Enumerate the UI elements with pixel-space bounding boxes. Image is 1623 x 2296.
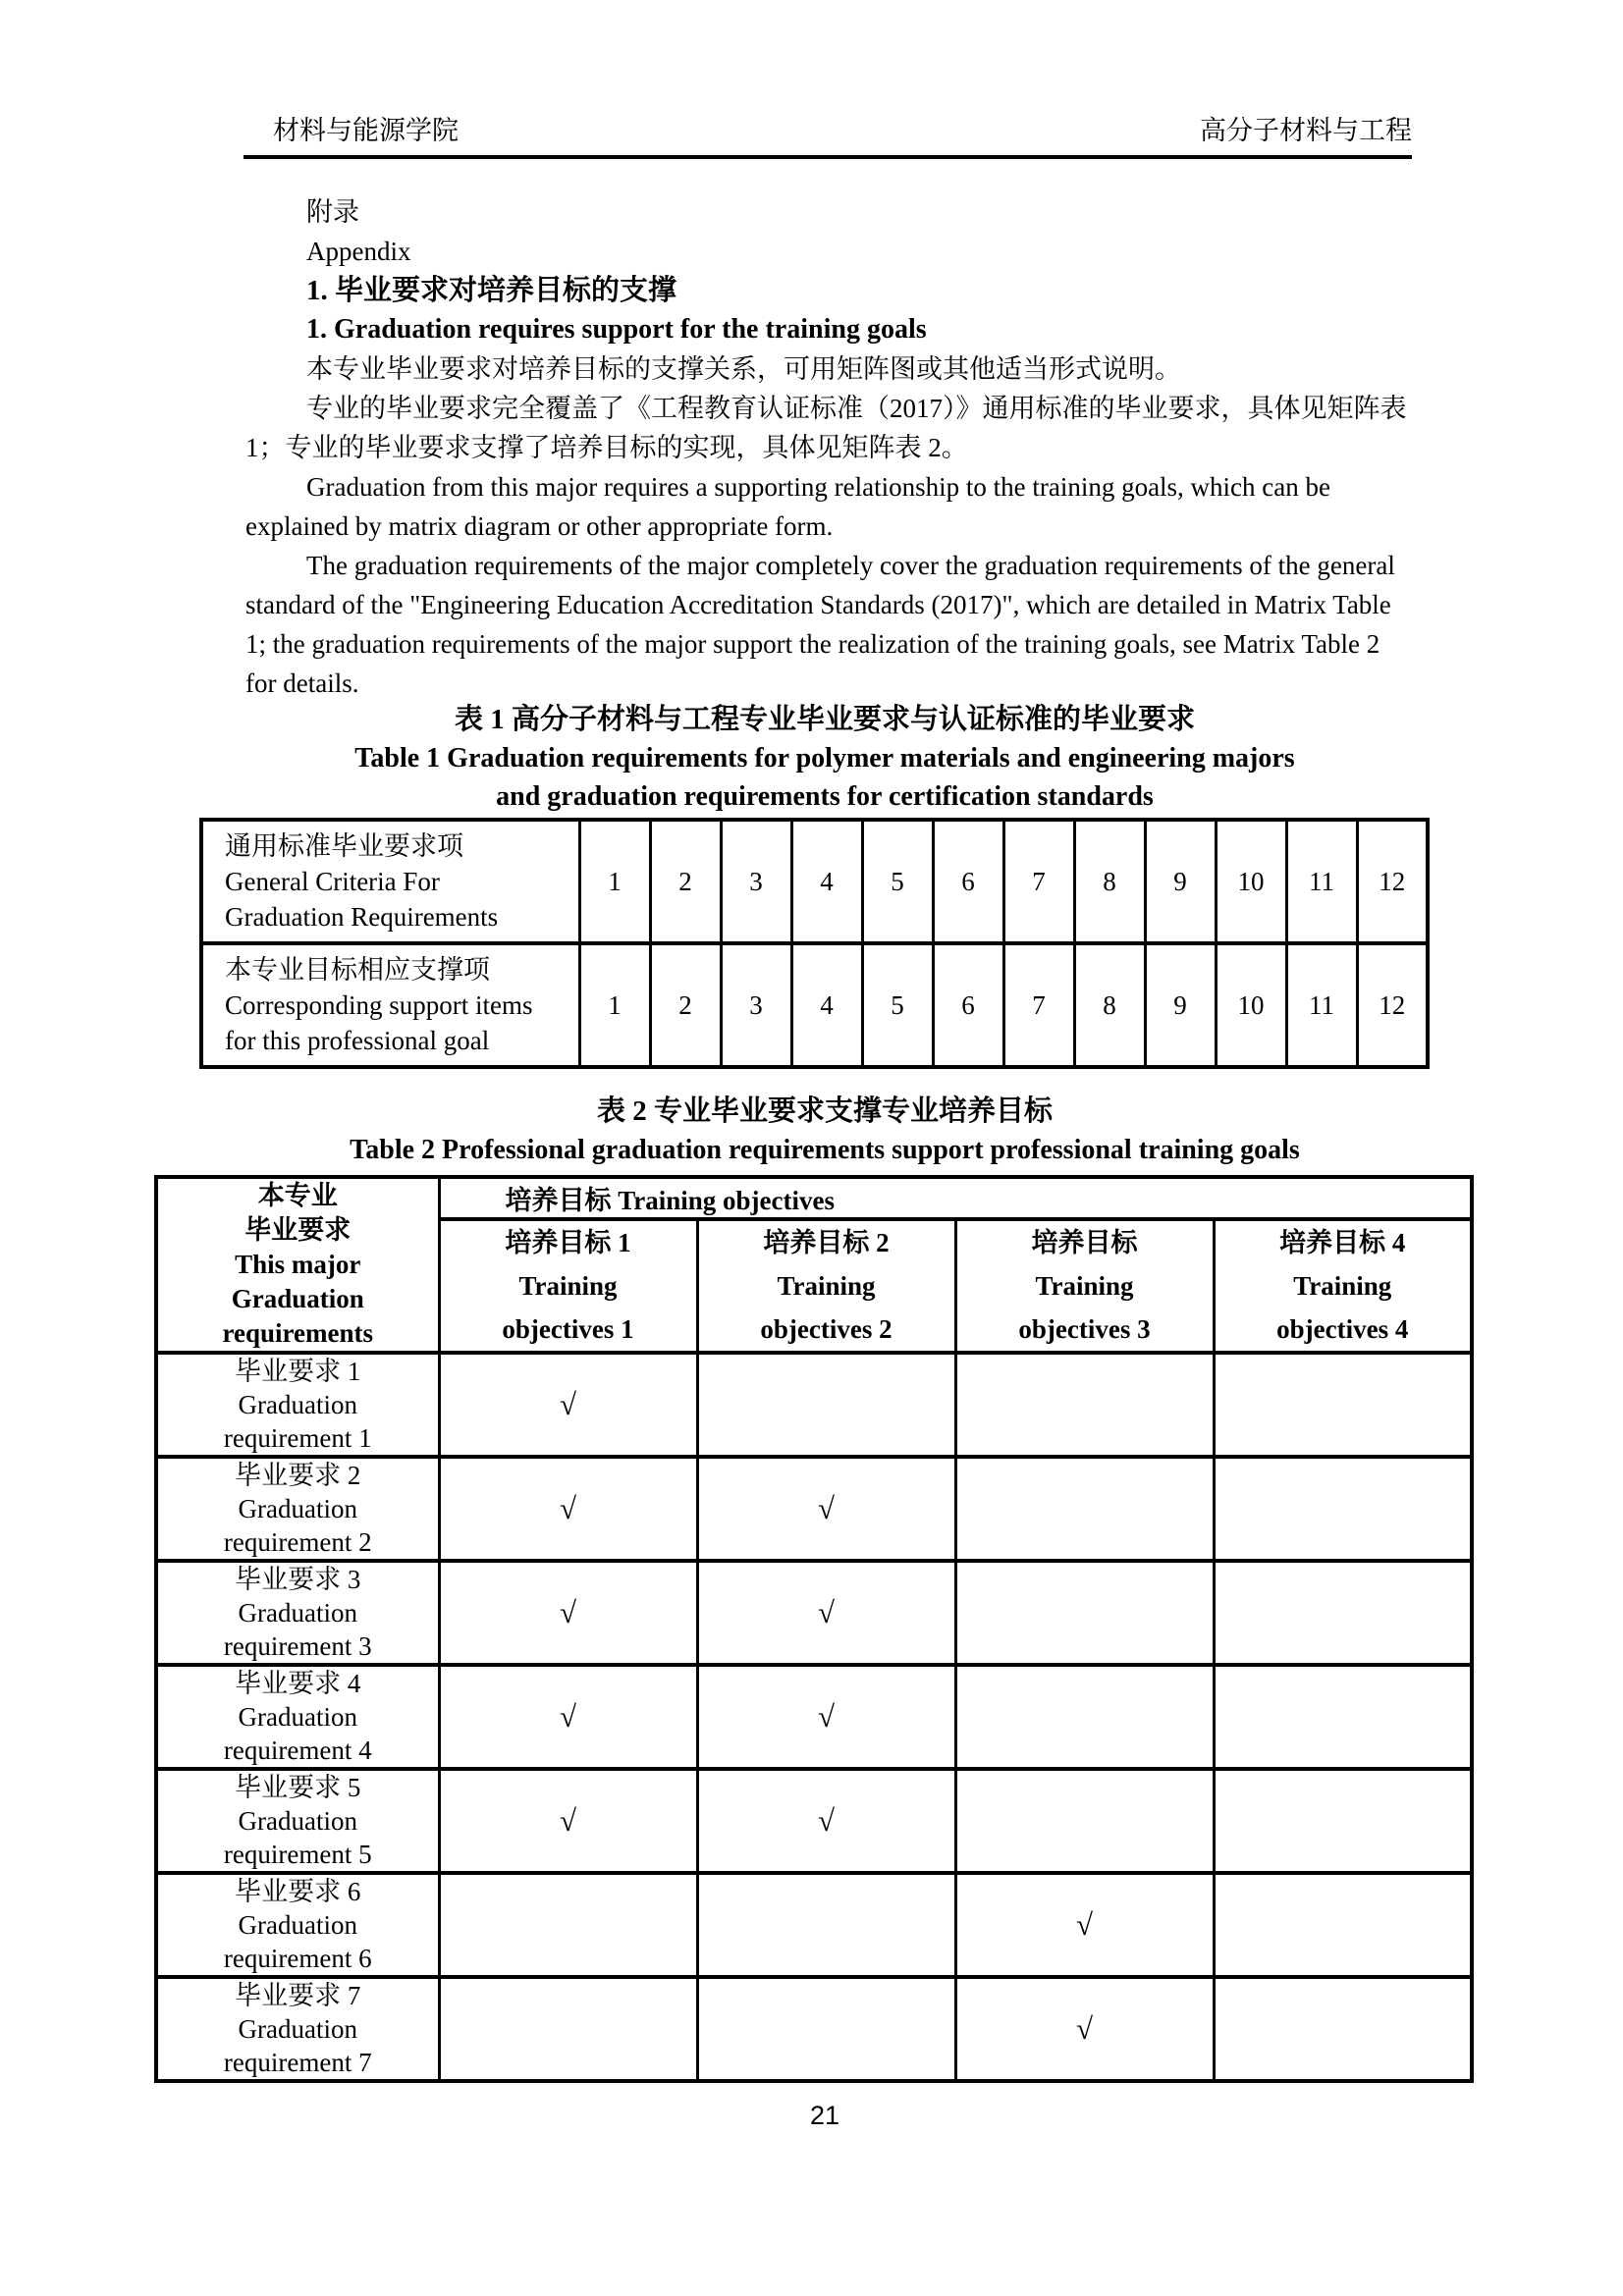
- objective-2-cn: 培养目标 2: [763, 1228, 890, 1257]
- table1-number-cell: 2: [650, 820, 721, 943]
- objective-1-en1: Training: [518, 1271, 618, 1301]
- table2-header-row-1: [156, 1177, 1472, 1219]
- row-6-en2: requirement 6: [223, 1944, 372, 1973]
- check-cell: [955, 1457, 1214, 1561]
- corner-en-line3: requirements: [222, 1318, 373, 1348]
- check-cell: [1214, 1561, 1472, 1665]
- table1-row2-label: [201, 943, 579, 1067]
- section-heading-cn: 1. 毕业要求对培养目标的支撑: [306, 275, 677, 306]
- table1-row-support-items: [201, 943, 1428, 1067]
- table1-number-cell: 5: [862, 820, 933, 943]
- table1-row2-label-en1: Corresponding support items: [225, 990, 533, 1020]
- table1-row2-label-cn: 本专业目标相应支撑项: [225, 955, 490, 985]
- row-3-cn: 毕业要求 3: [235, 1565, 361, 1594]
- table1-number-cell: 10: [1216, 943, 1286, 1067]
- table1-number-cell: 12: [1357, 943, 1428, 1067]
- row-2-en2: requirement 2: [223, 1527, 372, 1557]
- check-cell: √: [439, 1769, 697, 1873]
- objective-3-en1: Training: [1035, 1271, 1134, 1301]
- table1-caption: [245, 701, 1404, 816]
- table1-number-cell: 2: [650, 943, 721, 1067]
- header-left-text: 材料与能源学院: [273, 116, 459, 145]
- table1-caption-en-line1: Table 1 Graduation requirements for polymer materials and engineering majors: [354, 743, 1295, 774]
- objective-2-en2: objectives 2: [760, 1314, 893, 1344]
- training-objectives-group-header: 培养目标 Training objectives: [439, 1177, 1472, 1219]
- graduation-standards-table: [199, 818, 1430, 1069]
- row-1-en2: requirement 1: [223, 1423, 372, 1453]
- objective-4-en2: objectives 4: [1276, 1314, 1409, 1344]
- check-cell: √: [439, 1353, 697, 1457]
- check-cell: [1214, 1977, 1472, 2081]
- check-cell: √: [955, 1977, 1214, 2081]
- paragraph-cn-2: 专业的毕业要求完全覆盖了《工程教育认证标准（2017）》通用标准的毕业要求，具体见矩阵表 1；专业的毕业要求支撑了培养目标的实现，具体见矩阵表 2。: [245, 394, 1407, 462]
- row-7-en1: Graduation: [238, 2014, 357, 2044]
- check-cell: √: [439, 1457, 697, 1561]
- table1-number-cell: 11: [1286, 820, 1357, 943]
- objective-header-2: [697, 1219, 955, 1353]
- table1-number-cell: 3: [721, 943, 791, 1067]
- table1-number-cell: 11: [1286, 943, 1357, 1067]
- table1-number-cell: 9: [1145, 943, 1216, 1067]
- section-heading-en: 1. Graduation requires support for the training goals: [306, 314, 927, 345]
- corner-cn-line2: 毕业要求: [244, 1215, 352, 1245]
- table2-row-1: [156, 1353, 1472, 1457]
- row-4-cn: 毕业要求 4: [235, 1669, 361, 1698]
- objective-header-3: [955, 1219, 1214, 1353]
- check-cell: [955, 1561, 1214, 1665]
- row-label-7: [156, 1977, 439, 2081]
- check-cell: [955, 1769, 1214, 1873]
- table1-number-cell: 10: [1216, 820, 1286, 943]
- objective-header-4: [1214, 1219, 1472, 1353]
- corner-en-line2: Graduation: [231, 1284, 364, 1313]
- row-7-cn: 毕业要求 7: [235, 1981, 361, 2010]
- table1-caption-cn: 表 1 高分子材料与工程专业毕业要求与认证标准的毕业要求: [454, 704, 1195, 735]
- check-cell: [955, 1665, 1214, 1769]
- table1-number-cell: 12: [1357, 820, 1428, 943]
- table2-row-2: [156, 1457, 1472, 1561]
- table1-caption-en-line2: and graduation requirements for certification standards: [496, 781, 1154, 812]
- corner-cn-line1: 本专业: [257, 1181, 338, 1210]
- table1-number-cell: 6: [933, 943, 1003, 1067]
- row-6-en1: Graduation: [238, 1910, 357, 1940]
- row-1-en1: Graduation: [238, 1390, 357, 1419]
- table1-number-cell: 5: [862, 943, 933, 1067]
- intro-text-block: [245, 192, 1409, 703]
- paragraph-cn-1: 本专业毕业要求对培养目标的支撑关系，可用矩阵图或其他适当形式说明。: [306, 354, 1181, 384]
- objective-3-cn: 培养目标: [1031, 1228, 1138, 1257]
- check-cell: √: [697, 1561, 955, 1665]
- table1-number-cell: 8: [1074, 820, 1145, 943]
- check-cell: [1214, 1665, 1472, 1769]
- table1-number-cell: 1: [579, 943, 650, 1067]
- check-cell: √: [439, 1561, 697, 1665]
- row-5-en1: Graduation: [238, 1806, 357, 1836]
- row-3-en2: requirement 3: [223, 1631, 372, 1661]
- check-cell: √: [697, 1457, 955, 1561]
- row-1-cn: 毕业要求 1: [235, 1357, 361, 1386]
- paragraph-en-1: Graduation from this major requires a supporting relationship to the training goals, which can be explained by matrix diagram or other appropriate form.: [245, 472, 1330, 541]
- table1-number-cell: 1: [579, 820, 650, 943]
- row-label-3: [156, 1561, 439, 1665]
- row-label-6: [156, 1873, 439, 1977]
- objective-header-1: [439, 1219, 697, 1353]
- table2-row-4: [156, 1665, 1472, 1769]
- table1-number-cell: 8: [1074, 943, 1145, 1067]
- table1-number-cell: 4: [791, 943, 862, 1067]
- check-cell: [439, 1977, 697, 2081]
- check-cell: [1214, 1769, 1472, 1873]
- table1-row1-label-en2: Graduation Requirements: [225, 902, 499, 932]
- table2-row-7: [156, 1977, 1472, 2081]
- objective-1-en2: objectives 1: [502, 1314, 634, 1344]
- row-7-en2: requirement 7: [223, 2048, 372, 2077]
- check-cell: √: [697, 1769, 955, 1873]
- table1-row1-label: [201, 820, 579, 943]
- header-right-text: 高分子材料与工程: [1200, 116, 1412, 145]
- row-4-en2: requirement 4: [223, 1735, 372, 1765]
- check-cell: [1214, 1353, 1472, 1457]
- table1-row1-label-en1: General Criteria For: [225, 867, 440, 896]
- objective-1-cn: 培养目标 1: [505, 1228, 631, 1257]
- row-2-cn: 毕业要求 2: [235, 1461, 361, 1490]
- check-cell: [955, 1353, 1214, 1457]
- page-header: [243, 114, 1412, 159]
- objective-3-en2: objectives 3: [1018, 1314, 1151, 1344]
- table2-corner-cell: [156, 1177, 439, 1353]
- table1-number-cell: 6: [933, 820, 1003, 943]
- row-label-2: [156, 1457, 439, 1561]
- table2-row-6: [156, 1873, 1472, 1977]
- check-cell: √: [439, 1665, 697, 1769]
- row-3-en1: Graduation: [238, 1598, 357, 1628]
- check-cell: √: [697, 1665, 955, 1769]
- table1-number-cell: 9: [1145, 820, 1216, 943]
- check-cell: [697, 1977, 955, 2081]
- table1-row1-label-cn: 通用标准毕业要求项: [225, 831, 463, 861]
- row-label-5: [156, 1769, 439, 1873]
- table1-row2-label-en2: for this professional goal: [225, 1026, 490, 1055]
- check-cell: [1214, 1873, 1472, 1977]
- page-number: 21: [809, 2101, 840, 2130]
- table1-number-cell: 7: [1003, 943, 1074, 1067]
- check-cell: [697, 1873, 955, 1977]
- row-label-4: [156, 1665, 439, 1769]
- table2-caption-en: Table 2 Professional graduation requirements support professional training goals: [350, 1135, 1300, 1165]
- table2-caption-cn: 表 2 专业毕业要求支撑专业培养目标: [596, 1095, 1053, 1127]
- row-4-en1: Graduation: [238, 1702, 357, 1732]
- row-5-cn: 毕业要求 5: [235, 1773, 361, 1802]
- objective-4-cn: 培养目标 4: [1279, 1228, 1406, 1257]
- check-cell: [697, 1353, 955, 1457]
- table2-row-5: [156, 1769, 1472, 1873]
- check-cell: [439, 1873, 697, 1977]
- table1-number-cell: 7: [1003, 820, 1074, 943]
- row-5-en2: requirement 5: [223, 1840, 372, 1869]
- objective-4-en1: Training: [1293, 1271, 1392, 1301]
- check-cell: [1214, 1457, 1472, 1561]
- table1-row-general-criteria: [201, 820, 1428, 943]
- support-matrix-table: [154, 1175, 1474, 2083]
- paragraph-en-2: The graduation requirements of the major completely cover the graduation requirements of the general standard of the "Engineering Education Accreditation Standards (2017)", which are detailed in Matrix Table 1; the graduation requirements of the major support the realization of the training goals, see Matrix Table 2 for details.: [245, 551, 1395, 698]
- table1-number-cell: 4: [791, 820, 862, 943]
- appendix-label-cn: 附录: [306, 197, 359, 227]
- table2-caption: [245, 1092, 1404, 1170]
- table2-row-3: [156, 1561, 1472, 1665]
- corner-en-line1: This major: [235, 1250, 361, 1279]
- row-label-1: [156, 1353, 439, 1457]
- table1-number-cell: 3: [721, 820, 791, 943]
- check-cell: √: [955, 1873, 1214, 1977]
- row-2-en1: Graduation: [238, 1494, 357, 1523]
- objective-2-en1: Training: [777, 1271, 876, 1301]
- row-6-cn: 毕业要求 6: [235, 1877, 361, 1906]
- appendix-label-en: Appendix: [306, 237, 411, 266]
